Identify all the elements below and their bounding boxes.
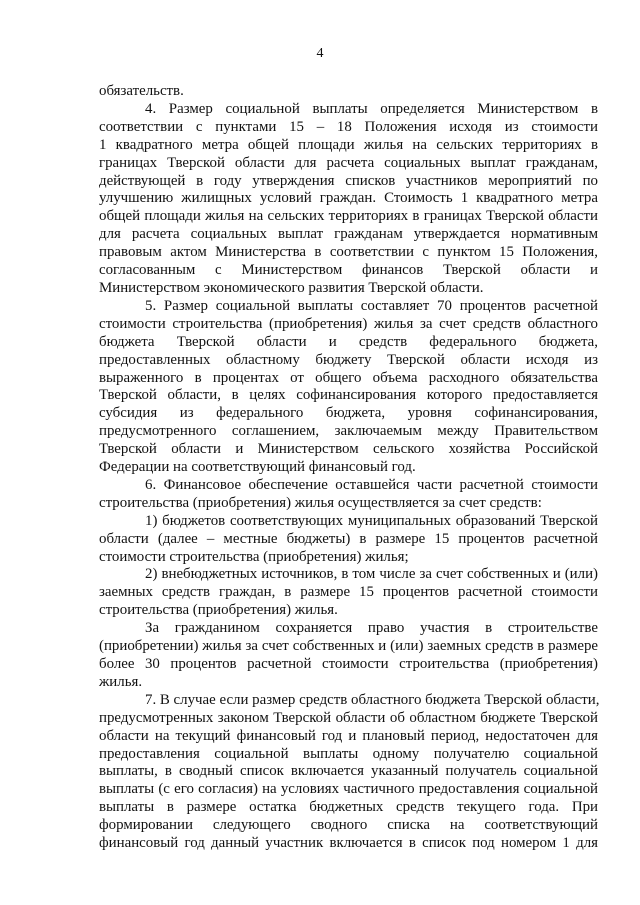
text-line: стоимости строительства (приобретения) жилья; <box>99 548 409 565</box>
text-line: Федерации на соответствующий финансовый год. <box>99 459 416 476</box>
text-line: предоставления социальной выплаты одному получателю социальной <box>99 745 598 762</box>
text-line: финансовый год данный участник включается в список под номером 1 для <box>99 835 598 852</box>
text-line: области (далее – местные бюджеты) в размере 15 процентов расчетной <box>99 530 598 547</box>
text-line: формировании следующего сводного списка на соответствующий <box>99 817 598 834</box>
text-line: для расчета социальных выплат гражданам утверждается нормативным <box>99 226 598 243</box>
text-line: соответствии с пунктами 15 – 18 Положения исходя из стоимости <box>99 118 598 135</box>
text-line: 1 квадратного метра общей площади жилья на сельских территориях в <box>99 136 598 153</box>
text-line: предусмотренных законом Тверской области об областном бюджете Тверской <box>99 709 598 726</box>
text-line: согласованным с Министерством финансов Тверской области и <box>99 262 598 279</box>
text-line: действующей в году утверждения списков участников мероприятий по <box>99 172 598 189</box>
text-line: жилья. <box>99 673 143 690</box>
text-line: Тверской области, в целях софинансирования которого предоставляется <box>99 387 598 404</box>
text-line: (приобретении) жилья за счет собственных и (или) заемных средств в размере <box>99 638 598 655</box>
text-line: области на текущий финансовый год и плановый период, недостаточен для <box>99 727 598 744</box>
text-line: общей площади жилья на сельских территориях в границах Тверской области <box>99 208 598 225</box>
text-line: обязательств. <box>99 83 184 99</box>
text-line: предусмотренного соглашением, заключаемым между Правительством <box>99 423 598 440</box>
text-line: строительства (приобретения) жилья осуществляется за счет средств: <box>99 494 542 511</box>
text-line: субсидия из федерального бюджета, уровня софинансирования, <box>99 405 598 422</box>
text-line: 5. Размер социальной выплаты составляет 70 процентов расчетной <box>145 297 598 314</box>
text-line: За гражданином сохраняется право участия в строительстве <box>145 620 598 637</box>
text-line: Министерством экономического развития Тверской области. <box>99 279 484 296</box>
text-line: 2) внебюджетных источников, в том числе за счет собственных и (или) <box>145 566 598 583</box>
page-number: 4 <box>316 46 324 61</box>
text-line: Тверской области и Министерством сельского хозяйства Российской <box>99 441 598 458</box>
text-line: стоимости строительства (приобретения) жилья за счет средств областного <box>99 315 598 332</box>
text-line: правовым актом Министерства в соответствии с пунктом 15 Положения, <box>99 244 598 261</box>
text-line: строительства (приобретения) жилья. <box>99 602 338 619</box>
text-line: 6. Финансовое обеспечение оставшейся части расчетной стоимости <box>145 476 598 493</box>
text-line: выраженного в процентах от общего объема расходного обязательства <box>99 369 598 386</box>
text-line: более 30 процентов расчетной стоимости строительства (приобретения) <box>99 656 598 672</box>
text-line: заемных средств граждан, в размере 15 процентов расчетной стоимости <box>99 584 598 601</box>
text-line: границах Тверской области для расчета социальных выплат гражданам, <box>99 154 598 171</box>
text-line: 7. В случае если размер средств областного бюджета Тверской области, <box>145 691 600 708</box>
text-line: выплаты в размере остатка бюджетных средств текущего года. При <box>99 799 598 816</box>
text-line: выплаты (с его согласия) на условиях частичного предоставления социальной <box>99 781 598 798</box>
text-line: 1) бюджетов соответствующих муниципальных образований Тверской <box>145 512 598 529</box>
text-line: улучшению жилищных условий граждан. Стоимость 1 квадратного метра <box>99 190 598 207</box>
document-body <box>99 83 598 853</box>
text-line: 4. Размер социальной выплаты определяется Министерством в <box>145 100 598 117</box>
text-line: бюджета Тверской области и средств федерального бюджета, <box>99 333 598 350</box>
text-line: предоставленных областному бюджету Тверской области исходя из <box>99 351 598 368</box>
text-line: выплаты, в сводный список включается указанный получатель социальной <box>99 763 598 780</box>
